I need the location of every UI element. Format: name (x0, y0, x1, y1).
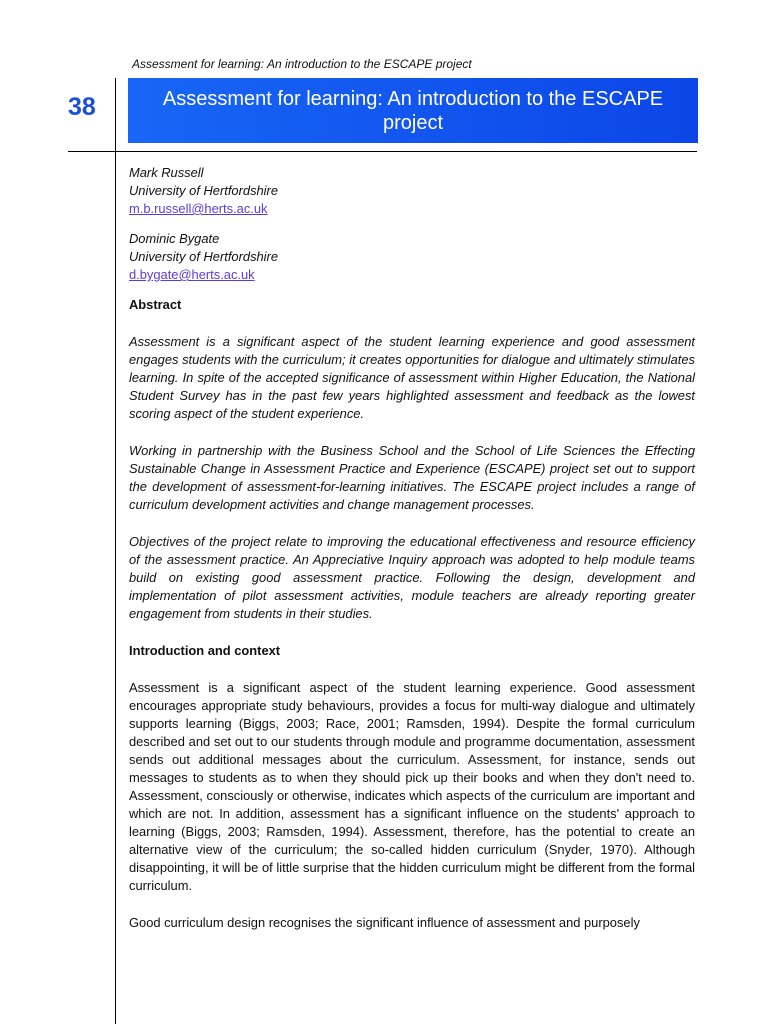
author-block (129, 164, 695, 218)
page-content (129, 164, 695, 951)
paper-title: Assessment for learning: An introduction to the ESCAPE project (162, 87, 664, 134)
author-block (129, 230, 695, 284)
author-affiliation: University of Hertfordshire (129, 183, 279, 198)
abstract-heading: Abstract (129, 297, 182, 312)
author-email-link[interactable]: d.bygate@herts.ac.uk (129, 267, 255, 282)
intro-heading: Introduction and context (129, 643, 281, 658)
chapter-rule (68, 151, 115, 152)
running-header: Assessment for learning: An introduction to the ESCAPE project (132, 57, 472, 71)
chapter-number: 38 (68, 93, 96, 121)
margin-rule-vertical (115, 78, 116, 1024)
author-email-link[interactable]: m.b.russell@herts.ac.uk (129, 201, 268, 216)
title-banner (128, 78, 698, 143)
author-affiliation: University of Hertfordshire (129, 249, 279, 264)
author-name: Dominic Bygate (129, 231, 220, 246)
abstract-paragraph: Working in partnership with the Business School and the School of Life Sciences the Effecting Sustainable Change in Assessment Practice and Experience (ESCAPE) project set out to support the development of assessment-for-learning initiatives. The ESCAPE project includes a range of curriculum development activities and change management processes. (129, 443, 695, 512)
abstract-paragraph: Assessment is a significant aspect of the student learning experience and good assessment engages students with the curriculum; it creates opportunities for dialogue and ultimately stimulates learning. In spite of the accepted significance of assessment within Higher Education, the National Student Survey has in the past few years highlighted assessment and feedback as the lowest scoring aspect of the student experience. (129, 334, 695, 421)
body-paragraph: Assessment is a significant aspect of the student learning experience. Good assessment encourages appropriate study behaviours, provides a focus for multi-way dialogue and ultimately supports learning (Biggs, 2003; Race, 2001; Ramsden, 1994). Despite the formal curriculum described and set out to our students through module and programme documentation, assessment sends out additional messages about the curriculum. Assessment, for instance, sends out messages to students as to when they should pick up their books and when they don't need to. Assessment, consciously or otherwise, indicates which aspects of the curriculum are important and which are not. In addition, assessment has a significant influence on the students' approach to learning (Biggs, 2003; Ramsden, 1994). Assessment, therefore, has the potential to create an alternative view of the curriculum; the so-called hidden curriculum (Snyder, 1970). Although disappointing, it will be of little surprise that the hidden curriculum might be different from the formal curriculum. (129, 680, 695, 893)
title-rule (115, 151, 697, 152)
abstract-paragraph: Objectives of the project relate to improving the educational effectiveness and resource efficiency of the assessment practice. An Appreciative Inquiry approach was adopted to help module teams build on existing good assessment practice. Following the design, development and implementation of pilot assessment activities, module teachers are already reporting greater engagement from students in their studies. (129, 534, 695, 621)
author-name: Mark Russell (129, 165, 204, 180)
body-paragraph: Good curriculum design recognises the significant influence of assessment and purposely (129, 915, 640, 930)
